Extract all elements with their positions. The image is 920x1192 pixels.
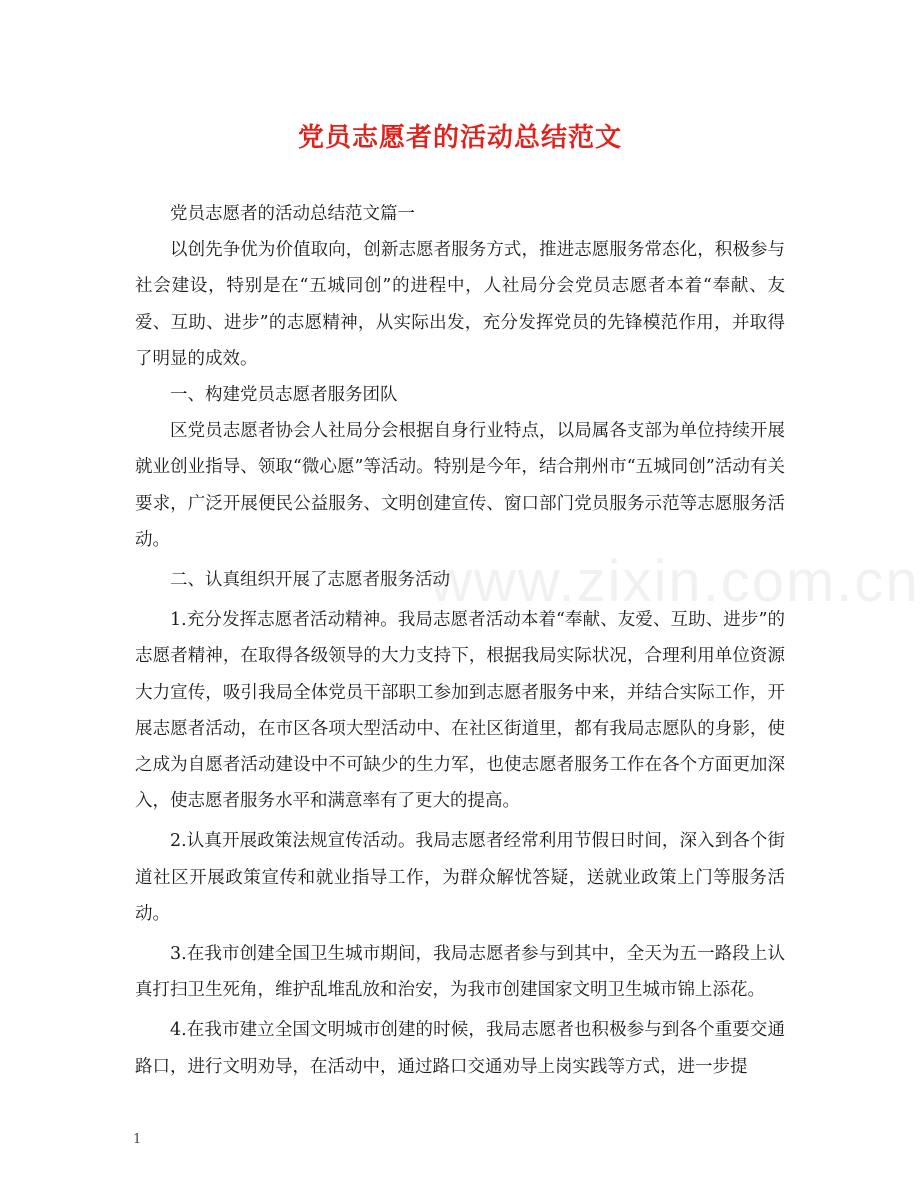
- watermark: www.zixin.com.cn: [430, 549, 920, 614]
- section-heading: 党员志愿者的活动总结范文篇一: [170, 204, 415, 224]
- paragraph: 4.在我市建立全国文明城市创建的时候，我局志愿者也积极参与到各个重要交通路口，进行文明劝导，在活动中，通过路口交通劝导上岗实践等方式，进一步提: [135, 1020, 785, 1077]
- paragraph: 3.在我市创建全国卫生城市期间，我局志愿者参与到其中，全天为五一路段上认真打扫卫生死角，维护乱堆乱放和治安，为我市创建国家文明卫生城市锦上添花。: [135, 944, 785, 1001]
- paragraph: 以创先争优为价值取向，创新志愿者服务方式，推进志愿服务常态化，积极参与社会建设，特别是在“五城同创”的进程中，人社局分会党员志愿者本着“奉献、友爱、互助、进步”的志愿精神，从实际出发，充分发挥党员的先锋模范作用，并取得了明显的成效。: [135, 240, 785, 369]
- paragraph: 区党员志愿者协会人社局分会根据自身行业特点，以局属各支部为单位持续开展就业创业指导、领取“微心愿”等活动。特别是今年，结合荆州市“五城同创”活动有关要求，广泛开展便民公益服务、文明创建宣传、窗口部门党员服务示范等志愿服务活动。: [135, 421, 785, 550]
- paragraph: 1.充分发挥志愿者活动精神。我局志愿者活动本着“奉献、友爱、互助、进步”的志愿者精神，在取得各级领导的大力支持下，根据我局实际状况，合理利用单位资源大力宣传，吸引我局全体党员干部职工参加到志愿者服务中来，并结合实际工作，开展志愿者活动，在市区各项大型活动中、在社区街道里，都有我局志愿队的身影，使之成为自愿者活动建设中不可缺少的生力军，也使志愿者服务工作在各个方面更加深入，使志愿者服务水平和满意率有了更大的提高。: [135, 610, 785, 812]
- page-title: 党员志愿者的活动总结范文: [297, 123, 622, 153]
- document-body: [135, 196, 785, 1085]
- section-heading: 一、构建党员志愿者服务团队: [170, 385, 398, 406]
- paragraph: 2.认真开展政策法规宣传活动。我局志愿者经常利用节假日时间，深入到各个街道社区开展政策宣传和就业指导工作，为群众解忧答疑，送就业政策上门等服务活动。: [135, 831, 785, 924]
- section-heading: 二、认真组织开展了志愿者服务活动: [170, 570, 450, 591]
- page-number: 1: [133, 1132, 142, 1147]
